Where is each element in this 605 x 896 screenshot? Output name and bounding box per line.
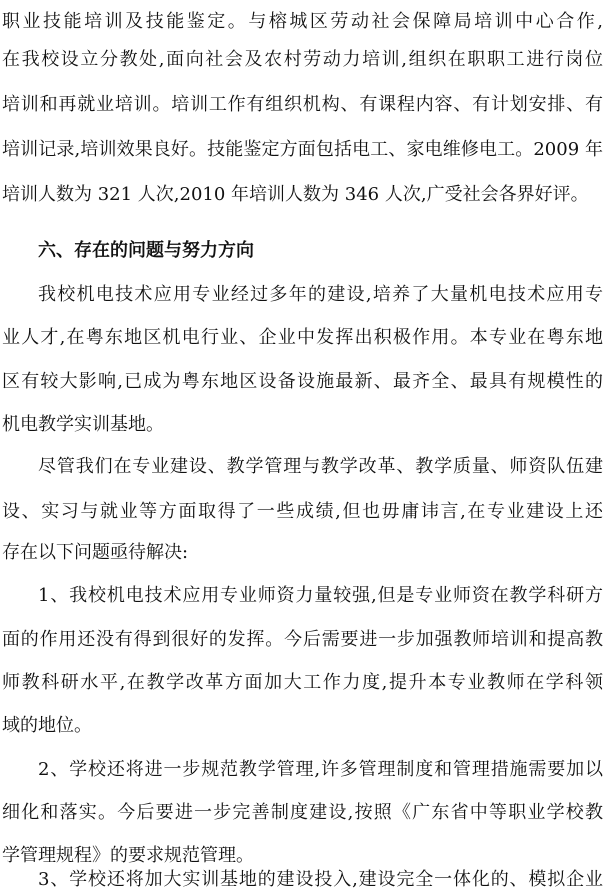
section-heading: 六、存在的问题与努力方向: [38, 240, 254, 261]
para1-line-5: 培训人数为 321 人次,2010 年培训人数为 346 人次,广受社会各界好评。: [2, 184, 589, 205]
para2-line-1: 我校机电技术应用专业经过多年的建设,培养了大量机电技术应用专: [38, 284, 603, 305]
para3-line-2: 设、实习与就业等方面取得了一些成绩,但也毋庸讳言,在专业建设上还: [2, 501, 603, 522]
para5-line-2: 细化和落实。今后要进一步完善制度建设,按照《广东省中等职业学校教: [2, 802, 603, 823]
para4-line-4: 域的地位。: [2, 715, 92, 736]
para5-line-1: 2、学校还将进一步规范教学管理,许多管理制度和管理措施需要加以: [38, 759, 603, 780]
para1-line-3: 培训和再就业培训。培训工作有组织机构、有课程内容、有计划安排、有: [2, 94, 603, 115]
para4-line-2: 面的作用还没有得到很好的发挥。今后需要进一步加强教师培训和提高教: [2, 629, 603, 650]
para1-line-1: 职业技能培训及技能鉴定。与榕城区劳动社会保障局培训中心合作,: [2, 11, 603, 32]
para4-line-3: 师教科研水平,在教学改革方面加大工作力度,提升本专业教师在学科领: [2, 672, 603, 693]
para3-line-3: 存在以下问题亟待解决:: [2, 542, 189, 563]
para3-line-1: 尽管我们在专业建设、教学管理与教学改革、教学质量、师资队伍建: [38, 456, 603, 477]
para4-line-1: 1、我校机电技术应用专业师资力量较强,但是专业师资在教学科研方: [38, 585, 603, 606]
para1-line-2: 在我校设立分教处,面向社会及农村劳动力培训,组织在职职工进行岗位: [2, 49, 603, 70]
para1-line-4: 培训记录,培训效果良好。技能鉴定方面包括电工、家电维修电工。2009 年: [2, 139, 603, 160]
para2-line-4: 机电教学实训基地。: [2, 414, 164, 435]
para2-line-2: 业人才,在粤东地区机电行业、企业中发挥出积极作用。本专业在粤东地: [2, 327, 603, 348]
para5-line-3: 学管理规程》的要求规范管理。: [2, 845, 254, 866]
para6-line-1: 3、学校还将加大实训基地的建设投入,建设完全一体化的、模拟企业: [38, 869, 603, 890]
para2-line-3: 区有较大影响,已成为粤东地区设备设施最新、最齐全、最具有规模性的: [2, 371, 603, 392]
